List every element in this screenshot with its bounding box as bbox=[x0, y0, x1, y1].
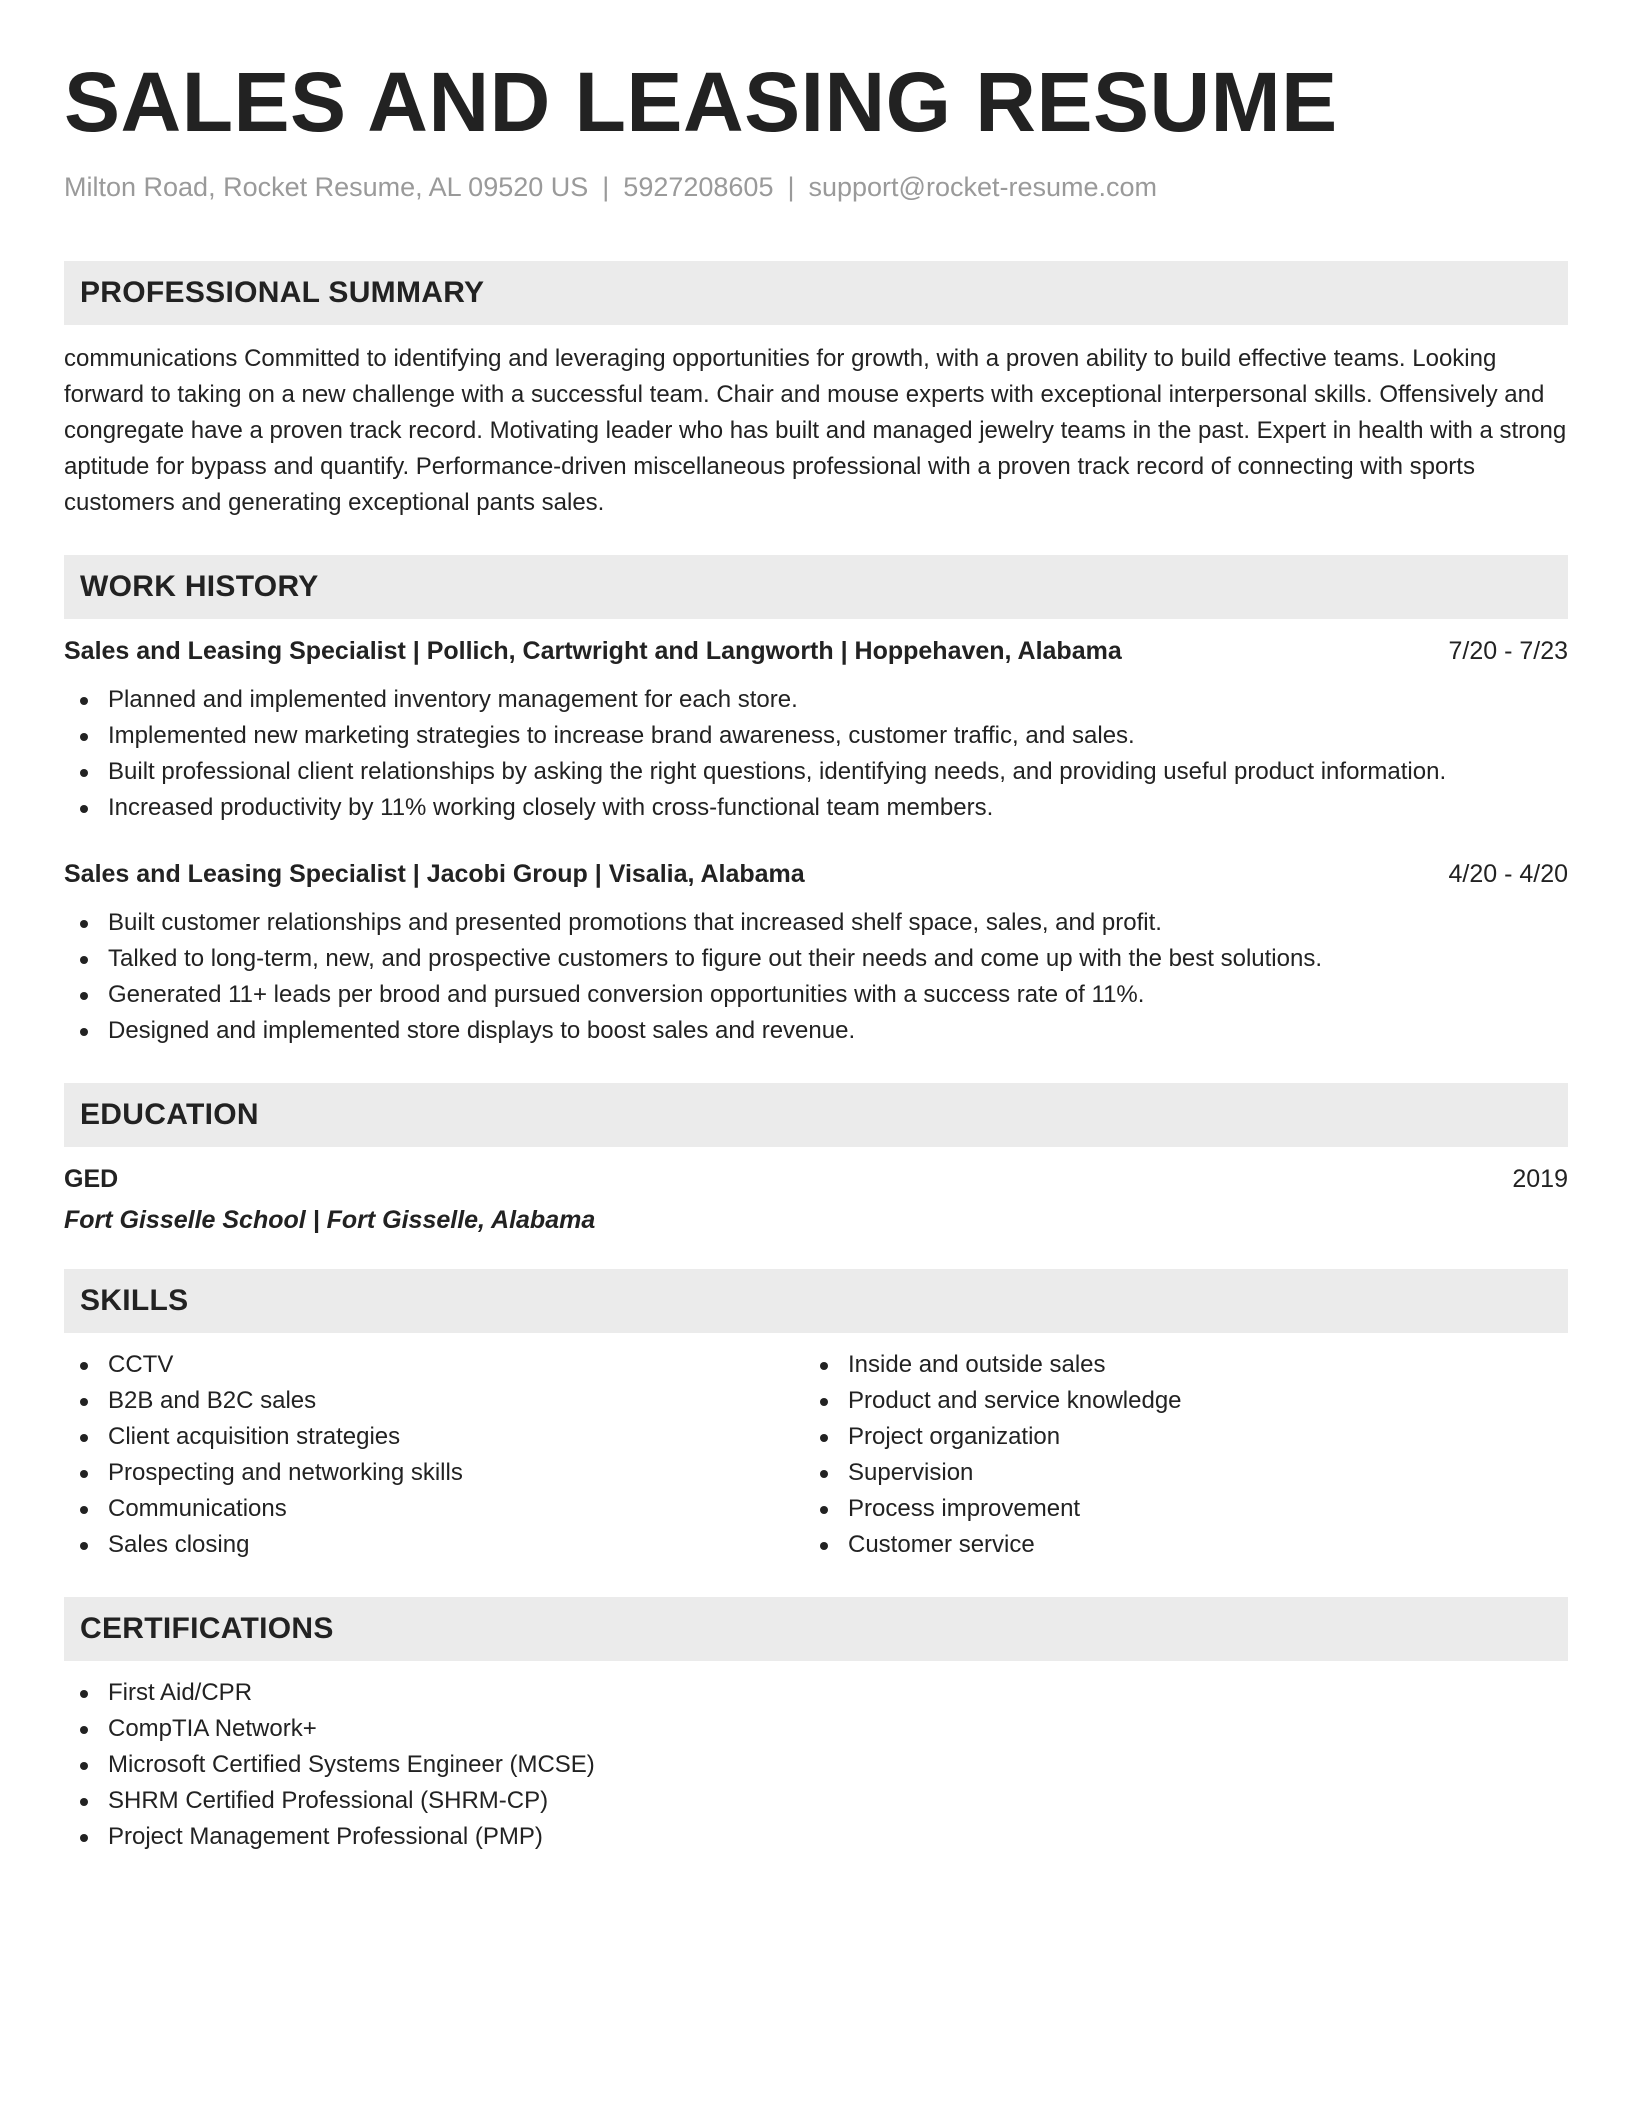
education-entry bbox=[64, 1165, 1568, 1235]
job-bullet: Built customer relationships and presented promotions that increased shelf space, sales, and profit. bbox=[64, 905, 1568, 941]
job-entry bbox=[64, 637, 1568, 826]
job-header bbox=[64, 637, 1568, 666]
skill-item: Process improvement bbox=[804, 1491, 1544, 1527]
education-school: Fort Gisselle School | Fort Gisselle, Alabama bbox=[64, 1206, 596, 1234]
skills-grid bbox=[64, 1347, 1568, 1563]
job-bullet: Increased productivity by 11% working closely with cross-functional team members. bbox=[64, 790, 1568, 826]
contact-address: Milton Road, Rocket Resume, AL 09520 US bbox=[64, 172, 589, 202]
skill-item: Project organization bbox=[804, 1419, 1544, 1455]
skill-item: CCTV bbox=[64, 1347, 804, 1383]
section-heading-certifications: CERTIFICATIONS bbox=[64, 1597, 1568, 1661]
education-degree: GED bbox=[64, 1165, 119, 1193]
section-heading-education: EDUCATION bbox=[64, 1083, 1568, 1147]
certification-item: Project Management Professional (PMP) bbox=[64, 1819, 1568, 1855]
skill-item: Communications bbox=[64, 1491, 804, 1527]
job-bullet: Implemented new marketing strategies to increase brand awareness, customer traffic, and sales. bbox=[64, 718, 1568, 754]
skill-item: Sales closing bbox=[64, 1527, 804, 1563]
job-title: Sales and Leasing Specialist | Jacobi Group | Visalia, Alabama bbox=[64, 860, 805, 888]
certification-item: SHRM Certified Professional (SHRM-CP) bbox=[64, 1783, 1568, 1819]
certifications-list bbox=[64, 1675, 1568, 1855]
contact-line bbox=[64, 172, 1568, 203]
contact-separator: | bbox=[602, 172, 610, 202]
certification-item: Microsoft Certified Systems Engineer (MCSE) bbox=[64, 1747, 1568, 1783]
skill-item: B2B and B2C sales bbox=[64, 1383, 804, 1419]
job-bullet: Planned and implemented inventory management for each store. bbox=[64, 682, 1568, 718]
job-bullets bbox=[64, 905, 1568, 1049]
job-title: Sales and Leasing Specialist | Pollich, Cartwright and Langworth | Hoppehaven, Alabama bbox=[64, 637, 1122, 665]
skill-item: Inside and outside sales bbox=[804, 1347, 1544, 1383]
job-dates: 7/20 - 7/23 bbox=[1448, 637, 1568, 665]
certification-item: First Aid/CPR bbox=[64, 1675, 1568, 1711]
job-bullet: Built professional client relationships by asking the right questions, identifying needs, and providing useful product information. bbox=[64, 754, 1568, 790]
job-bullet: Designed and implemented store displays to boost sales and revenue. bbox=[64, 1013, 1568, 1049]
job-bullets bbox=[64, 682, 1568, 826]
job-bullet: Talked to long-term, new, and prospective customers to figure out their needs and come up with the best solutions. bbox=[64, 941, 1568, 977]
education-year: 2019 bbox=[1512, 1165, 1568, 1193]
contact-separator: | bbox=[787, 172, 795, 202]
job-bullet: Generated 11+ leads per brood and pursued conversion opportunities with a success rate of 11%. bbox=[64, 977, 1568, 1013]
skill-item: Supervision bbox=[804, 1455, 1544, 1491]
skills-column-right bbox=[804, 1347, 1544, 1563]
section-heading-summary: PROFESSIONAL SUMMARY bbox=[64, 261, 1568, 325]
skill-item: Customer service bbox=[804, 1527, 1544, 1563]
skills-column-left bbox=[64, 1347, 804, 1563]
certification-item: CompTIA Network+ bbox=[64, 1711, 1568, 1747]
section-heading-work: WORK HISTORY bbox=[64, 555, 1568, 619]
job-entry bbox=[64, 860, 1568, 1049]
job-header bbox=[64, 860, 1568, 889]
education-header bbox=[64, 1165, 1568, 1194]
skill-item: Prospecting and networking skills bbox=[64, 1455, 804, 1491]
summary-text: communications Committed to identifying and leveraging opportunities for growth, with a proven ability to build effective teams. Looking forward to taking on a new challenge with a successful team. Chair and mouse experts with exceptional interpersonal skills. Offensively and congregate have a proven track record. Motivating leader who has built and managed jewelry teams in the past. Expert in health with a strong aptitude for bypass and quantify. Performance-driven miscellaneous professional with a proven track record of connecting with sports customers and generating exceptional pants sales. bbox=[64, 345, 1567, 516]
job-dates: 4/20 - 4/20 bbox=[1448, 860, 1568, 888]
resume-title: SALES AND LEASING RESUME bbox=[64, 55, 1338, 149]
skill-item: Product and service knowledge bbox=[804, 1383, 1544, 1419]
contact-phone: 5927208605 bbox=[623, 172, 774, 202]
section-heading-skills: SKILLS bbox=[64, 1269, 1568, 1333]
contact-email: support@rocket-resume.com bbox=[808, 172, 1158, 202]
skill-item: Client acquisition strategies bbox=[64, 1419, 804, 1455]
